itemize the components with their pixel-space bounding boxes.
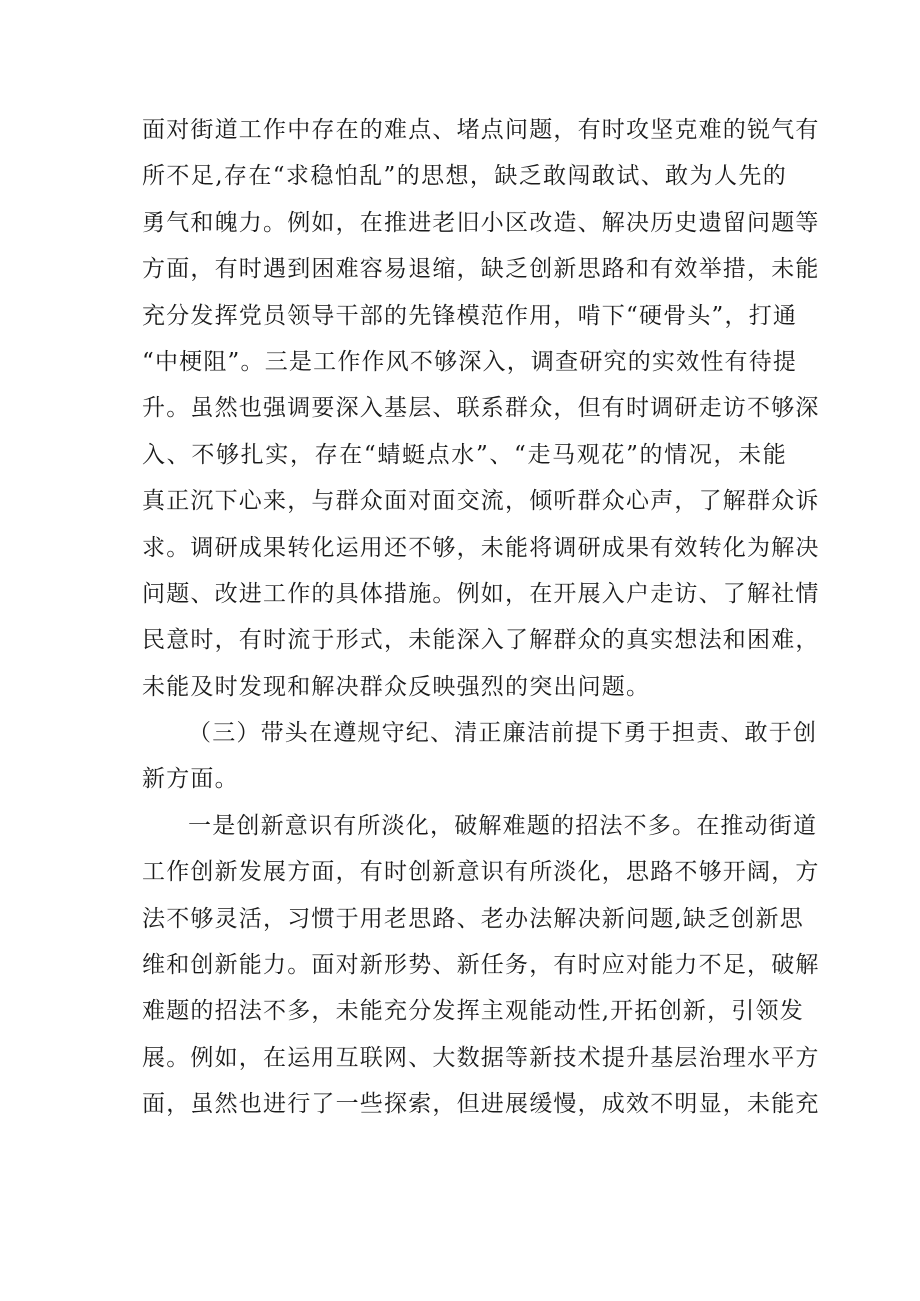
text-line: 工作创新发展方面，有时创新意识有所淡化，思路不够开阔，方 bbox=[142, 859, 820, 886]
text-line: 求。调研成果转化运用还不够，未能将调研成果有效转化为解决 bbox=[142, 534, 820, 561]
text-line: 面对街道工作中存在的难点、堵点问题，有时攻坚克难的锐气有 bbox=[142, 117, 820, 143]
document-body bbox=[142, 107, 820, 1128]
text-line: 充分发挥党员领导干部的先锋模范作用，啃下“硬骨头”，打通 bbox=[142, 302, 798, 329]
heading-line: （三）带头在遵规守纪、清正廉洁前提下勇于担责、敢于创 bbox=[188, 720, 818, 747]
text-line: 未能及时发现和解决群众反映强烈的突出问题。 bbox=[142, 673, 651, 700]
text-line: 真正沉下心来，与群众面对面交流，倾听群众心声，了解群众诉 bbox=[142, 488, 820, 515]
heading-line: 新方面。 bbox=[142, 766, 239, 793]
text-line: 所不足,存在“求稳怕乱”的思想，缺乏敢闯敢试、敢为人先的 bbox=[142, 163, 787, 190]
text-line: 勇气和魄力。例如，在推进老旧小区改造、解决历史遗留问题等 bbox=[142, 209, 820, 236]
text-line: 一是创新意识有所淡化，破解难题的招法不多。在推动街道 bbox=[188, 812, 818, 839]
paragraph bbox=[142, 803, 820, 1128]
paragraph-continued bbox=[142, 107, 820, 710]
text-line: 难题的招法不多，未能充分发挥主观能动性,开拓创新，引领发 bbox=[142, 998, 804, 1025]
text-line: 法不够灵活，习惯于用老思路、老办法解决新问题,缺乏创新思 bbox=[142, 905, 804, 932]
text-line: “中梗阻”。三是工作作风不够深入，调查研究的实效性有待提 bbox=[142, 348, 798, 375]
text-line: 升。虽然也强调要深入基层、联系群众，但有时调研走访不够深 bbox=[142, 395, 820, 422]
text-line: 面，虽然也进行了一些探索，但进展缓慢，成效不明显，未能充 bbox=[142, 1091, 820, 1118]
text-line: 展。例如，在运用互联网、大数据等新技术提升基层治理水平方 bbox=[142, 1044, 820, 1071]
text-line: 维和创新能力。面对新形势、新任务，有时应对能力不足，破解 bbox=[142, 952, 820, 979]
text-line: 入、不够扎实，存在“蜻蜓点水”、“走马观花”的情况，未能 bbox=[142, 441, 787, 468]
text-line: 民意时，有时流于形式，未能深入了解群众的真实想法和困难， bbox=[142, 627, 820, 654]
text-line: 问题、改进工作的具体措施。例如，在开展入户走访、了解社情 bbox=[142, 580, 820, 607]
section-heading bbox=[142, 710, 818, 803]
text-line: 方面，有时遇到困难容易退缩，缺乏创新思路和有效举措，未能 bbox=[142, 256, 820, 283]
